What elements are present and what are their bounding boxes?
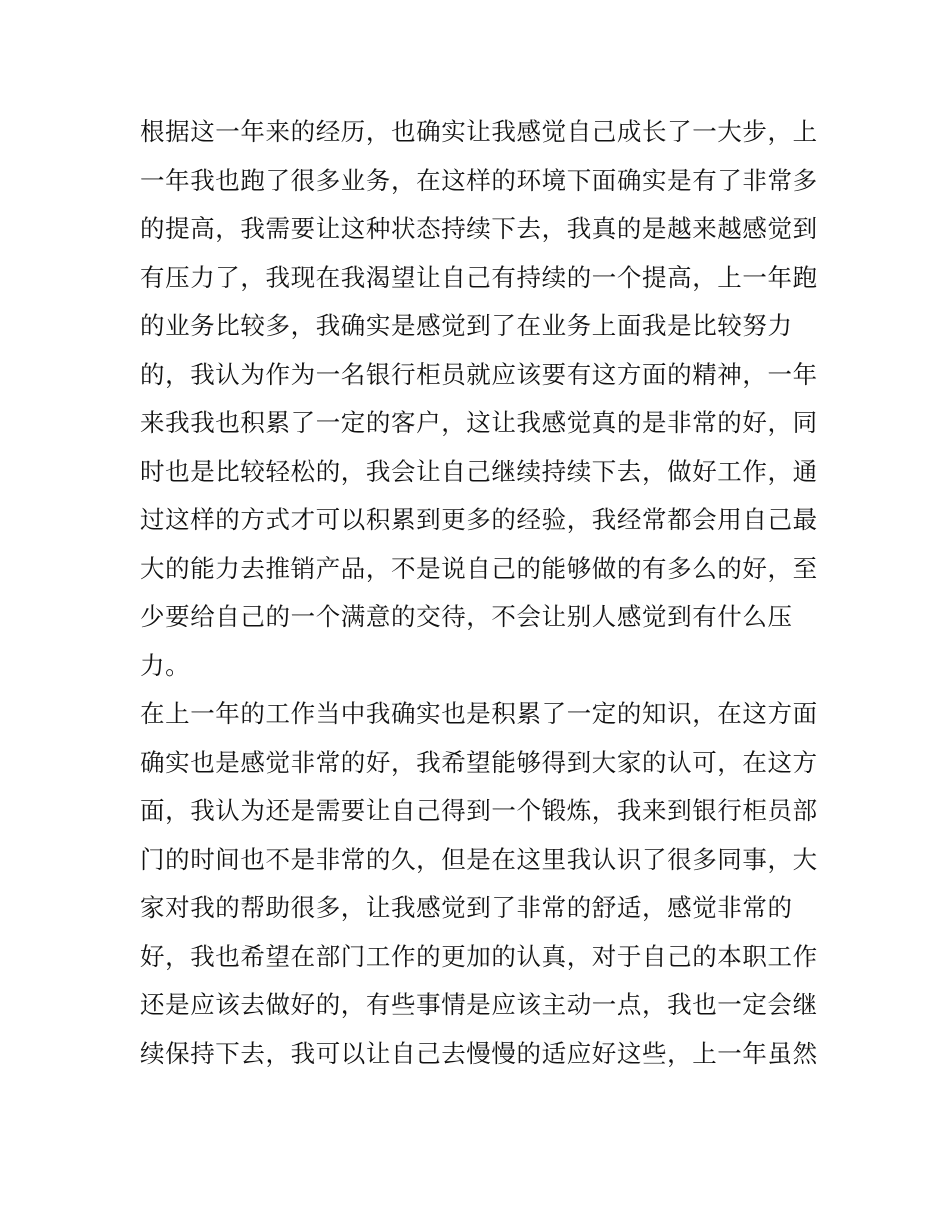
text-line: 一年我也跑了很多业务，在这样的环境下面确实是有了非常多 [140,165,818,195]
text-line: 门的时间也不是非常的久，但是在这里我认识了很多同事，大 [140,844,818,874]
text-line: 少要给自己的一个满意的交待，不会让别人感觉到有什么压 [140,602,793,631]
text-line: 根据这一年来的经历，也确实让我感觉自己成长了一大步，上 [140,117,818,146]
text-line: 时也是比较轻松的，我会让自己继续持续下去，做好工作，通 [140,456,818,486]
text-line: 续保持下去，我可以让自己去慢慢的适应好这些，上一年虽然 [140,1038,818,1068]
text-line: 的业务比较多，我确实是感觉到了在业务上面我是比较努力 [140,311,793,340]
text-line: 来我我也积累了一定的客户，这让我感觉真的是非常的好，同 [140,408,818,437]
text-line: 在上一年的工作当中我确实也是积累了一定的知识，在这方面 [140,699,818,728]
text-line: 大的能力去推销产品，不是说自己的能够做的有多么的好，至 [140,553,818,583]
text-line: 面，我认为还是需要让自己得到一个锻炼，我来到银行柜员部 [140,796,818,825]
text-line: 好，我也希望在部门工作的更加的认真，对于自己的本职工作 [140,941,818,971]
text-line: 家对我的帮助很多，让我感觉到了非常的舒适，感觉非常的 [140,893,793,922]
text-line: 的，我认为作为一名银行柜员就应该要有这方面的精神，一年 [140,359,818,389]
text-line: 的提高，我需要让这种状态持续下去，我真的是越来越感觉到 [140,214,818,243]
text-line: 还是应该去做好的，有些事情是应该主动一点，我也一定会继 [140,990,818,1019]
body-text [140,108,820,1078]
text-line: 有压力了，我现在我渴望让自己有持续的一个提高，上一年跑 [140,262,818,292]
text-line: 确实也是感觉非常的好，我希望能够得到大家的认可，在这方 [140,747,818,777]
text-line: 过这样的方式才可以积累到更多的经验，我经常都会用自己最 [140,505,818,534]
text-line: 力。 [140,650,191,680]
